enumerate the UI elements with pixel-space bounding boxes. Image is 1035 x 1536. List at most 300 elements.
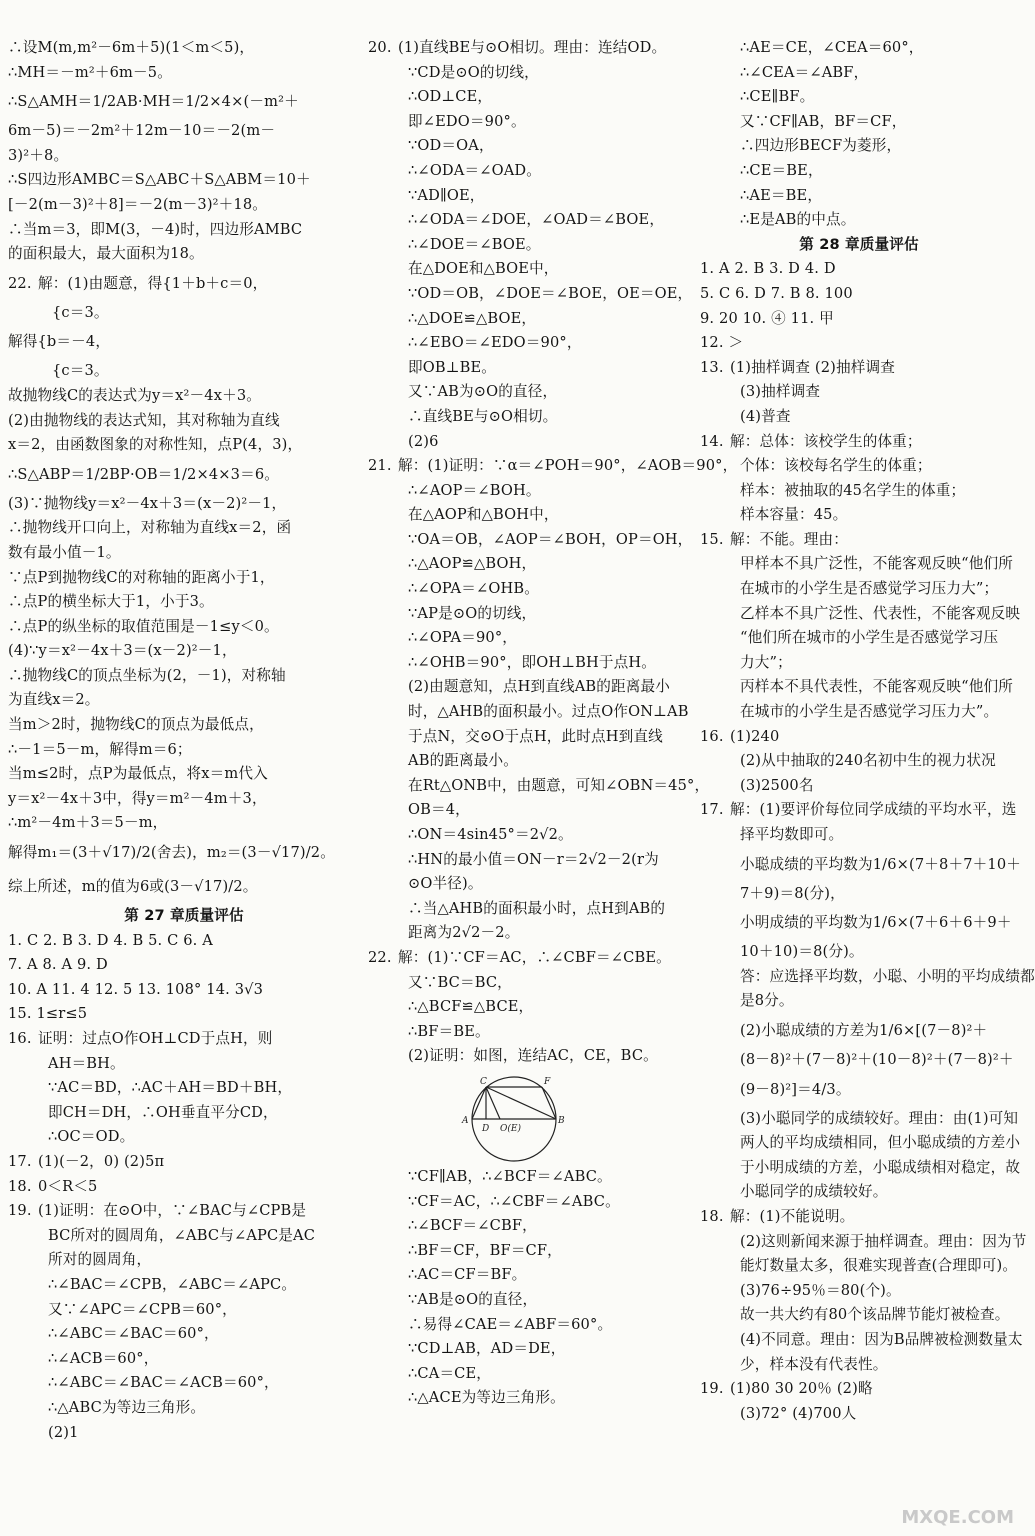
question-number: 22. — [368, 948, 392, 966]
answer-text: 解：(1)要评价每位同学成绩的平均水平，选 — [730, 801, 1017, 819]
answer-line — [700, 1353, 1018, 1378]
answer-line — [700, 282, 1018, 307]
answer-line — [8, 1125, 360, 1150]
answer-text: ∵AD∥OE， — [408, 186, 485, 204]
answer-text: ∴E是AB的中点。 — [740, 211, 856, 229]
answer-text: AH＝BH。 — [48, 1054, 125, 1072]
answer-text: 即∠EDO＝90°。 — [408, 112, 526, 130]
answer-line — [8, 1199, 360, 1224]
answer-line — [368, 971, 690, 996]
answer-text: 故一共大约有80个该品牌节能灯被检查。 — [740, 1306, 1010, 1324]
answer-line — [700, 159, 1018, 184]
answer-text: 力大”； — [740, 653, 792, 671]
answer-line — [8, 1076, 360, 1101]
answer-line — [700, 85, 1018, 110]
answer-line — [368, 995, 690, 1020]
answer-line — [8, 384, 360, 409]
answer-text: ∴∠ODA＝∠DOE，∠OAD＝∠BOE， — [408, 211, 665, 229]
answer-line — [700, 257, 1018, 282]
answer-text: {c＝3。 — [52, 303, 109, 321]
answer-text: ∵AP是⊙O的切线， — [408, 604, 537, 622]
answer-text: 答：应选择平均数，小聪、小明的平均成绩都 — [740, 967, 1035, 985]
answer-line — [368, 651, 690, 676]
answer-line — [8, 218, 360, 243]
answer-line — [368, 946, 690, 971]
answer-text: 第 27 章质量评估 — [124, 907, 244, 925]
answer-line — [700, 380, 1018, 405]
answer-line — [368, 1337, 690, 1362]
answer-line — [700, 1402, 1018, 1427]
label-b: B — [558, 1115, 565, 1126]
answer-line — [8, 1298, 360, 1323]
answer-line — [368, 1386, 690, 1411]
answer-line — [368, 85, 690, 110]
answer-line — [368, 602, 690, 627]
answer-text: ∴∠CEA＝∠ABF， — [740, 63, 869, 81]
answer-text: 两人的平均成绩相同，但小聪成绩的方差小 — [740, 1134, 1021, 1152]
label-f: F — [544, 1076, 551, 1087]
answer-text: 小明成绩的平均数为1/6×(7＋6＋6＋9＋ — [740, 914, 1012, 932]
answer-line — [700, 848, 1022, 882]
answer-line — [368, 208, 690, 233]
answer-line — [700, 503, 1018, 528]
answer-text: (3)72° (4)700人 — [740, 1404, 857, 1422]
answer-line — [8, 61, 360, 86]
answer-line — [8, 615, 360, 640]
answer-line — [700, 798, 1018, 823]
answer-line — [8, 811, 360, 836]
answer-line — [700, 774, 1018, 799]
answer-line — [700, 430, 1018, 455]
question-number: 20. — [368, 39, 392, 56]
answer-text: (2)由抛物线的表达式知，其对称轴为直线 — [8, 411, 280, 429]
answer-text: ∵AB是⊙O的直径， — [408, 1290, 538, 1308]
answer-line — [700, 1254, 1018, 1279]
answer-text: (1)240 — [730, 727, 780, 745]
answer-line — [8, 144, 360, 169]
answer-line — [8, 301, 360, 326]
answer-line — [368, 36, 690, 61]
answer-text: ∴△DOE≌△BOE， — [408, 309, 537, 327]
answer-text: ∵AC＝BD，∴AC＋AH＝BD＋BH， — [48, 1079, 293, 1097]
answer-line — [700, 1014, 1018, 1048]
answer-column-left — [8, 36, 360, 1445]
answer-line — [368, 1239, 690, 1264]
answer-line — [8, 1273, 360, 1298]
answer-text: ∴OD⊥CE， — [408, 88, 493, 106]
answer-line — [8, 836, 360, 870]
answer-line — [700, 134, 1018, 159]
answer-text: ⊙O半径)。 — [408, 875, 483, 893]
answer-text: ∵OD＝OB，∠DOE＝∠BOE，OE＝OE， — [408, 284, 693, 302]
answer-line — [8, 85, 360, 119]
answer-text: ∴∠ACB＝60°， — [48, 1349, 159, 1367]
answer-text: [－2(m－3)²＋8]＝－2(m－3)²＋18。 — [8, 195, 268, 213]
answer-text: (3)∵抛物线y＝x²－4x＋3＝(x－2)²－1， — [8, 494, 287, 512]
answer-line — [368, 1214, 690, 1239]
answer-line — [8, 1101, 360, 1126]
answer-text: (1)(－2，0) (2)5π — [38, 1152, 165, 1170]
label-a: A — [462, 1115, 469, 1126]
answer-text: 证明：过点O作OH⊥CD于点H，则 — [38, 1030, 273, 1047]
answer-line — [8, 409, 360, 434]
answer-text: ∴ON＝4sin45°＝2√2。 — [408, 826, 573, 843]
answer-line — [700, 989, 1018, 1014]
answer-line — [8, 870, 360, 904]
answer-text: y＝x²－4x＋3中，得y＝m²－4m＋3， — [8, 789, 267, 807]
answer-line — [368, 159, 690, 184]
answer-line — [8, 541, 360, 566]
answer-line — [700, 1180, 1018, 1205]
answer-text: ∴AC＝CF＝BF。 — [408, 1266, 527, 1284]
answer-line — [700, 577, 1018, 602]
answer-text: 于小明成绩的方差，小聪成绩相对稳定，故 — [740, 1158, 1021, 1176]
answer-text: ∴△ABC为等边三角形。 — [48, 1398, 206, 1416]
question-number: 14. — [700, 432, 724, 450]
question-number: 18. — [700, 1207, 724, 1225]
answer-line — [700, 749, 1018, 774]
answer-line — [8, 1371, 360, 1396]
answer-line — [700, 651, 1018, 676]
answer-text: ∴设M(m,m²－6m＋5)(1＜m＜5)， — [8, 39, 255, 56]
answer-text: ∵OD＝OA， — [408, 137, 494, 155]
answer-text: (4)普查 — [740, 407, 791, 425]
answer-line — [700, 823, 1018, 848]
answer-text: ∵CD是⊙O的切线， — [408, 63, 539, 81]
answer-text: (3)抽样调查 — [740, 383, 821, 401]
answer-text: 解：(1)由题意，得{1＋b＋c＝0， — [38, 274, 268, 292]
answer-text: 是8分。 — [740, 992, 794, 1010]
answer-text: (2)这则新闻来源于抽样调查。理由：因为节 — [740, 1232, 1027, 1250]
segment-ca — [472, 1087, 486, 1119]
answer-text: ∴S△ABP＝1/2BP·OB＝1/2×4×3＝6。 — [8, 465, 280, 483]
answer-text: ∴BF＝CF，BF＝CF， — [408, 1241, 562, 1259]
answer-column-right — [700, 36, 1035, 1426]
answer-text: ∴∠ODA＝∠OAD。 — [408, 161, 541, 179]
answer-line — [700, 1279, 1018, 1304]
answer-line — [8, 688, 360, 713]
answer-line — [8, 978, 360, 1003]
answer-text: 5. C 6. D 7. B 8. 100 — [700, 284, 853, 302]
answer-line — [8, 664, 360, 689]
answer-text: ∵CF＝AC，∴∠CBF＝∠ABC。 — [408, 1192, 620, 1210]
answer-line — [700, 405, 1018, 430]
answer-text: (1)抽样调查 (2)抽样调查 — [730, 358, 895, 376]
answer-text: 个体：该校每名学生的体重； — [740, 457, 932, 475]
answer-line — [700, 626, 1018, 651]
answer-line — [8, 1052, 360, 1077]
answer-line — [700, 208, 1018, 233]
answer-text: ∴∠OPA＝∠OHB。 — [408, 580, 539, 598]
answer-line — [700, 700, 1018, 725]
answer-line — [700, 110, 1018, 135]
answer-text: 9. 20 10. ④ 11. 甲 — [700, 309, 834, 327]
answer-line — [8, 953, 360, 978]
answer-text: ∴AE＝CE，∠CEA＝60°， — [740, 39, 924, 56]
answer-text: ∴易得∠CAE＝∠ABF＝60°。 — [408, 1315, 613, 1333]
answer-text: (2)从中抽取的240名初中生的视力状况 — [740, 752, 996, 770]
answer-text: 样本容量：45。 — [740, 506, 848, 524]
answer-line — [8, 325, 360, 359]
answer-text: ∴m²－4m＋3＝5－m， — [8, 814, 168, 832]
answer-line — [368, 134, 690, 159]
answer-line — [700, 882, 1018, 907]
answer-text: ∴当m＝3，即M(3，－4)时，四边形AMBC — [8, 220, 303, 238]
answer-text: 择平均数即可。 — [740, 826, 844, 843]
answer-text: ∴－1＝5－m，解得m＝6； — [8, 740, 192, 758]
answer-text: 12. ＞ — [700, 334, 744, 352]
answer-line — [368, 725, 690, 750]
answer-line — [8, 929, 360, 954]
answer-text: 时，△AHB的面积最小。过点O作ON⊥AB — [408, 703, 689, 721]
answer-text: 1. A 2. B 3. D 4. D — [700, 260, 836, 278]
answer-line — [700, 725, 1018, 750]
answer-text: 丙样本不具代表性，不能客观反映“他们所 — [740, 678, 1013, 696]
answer-text: ∵OA＝OB，∠AOP＝∠BOH，OP＝OH， — [408, 530, 693, 548]
answer-line — [700, 1131, 1021, 1156]
answer-line — [368, 454, 738, 479]
answer-text: ∴S四边形AMBC＝S△ABC＋S△ABM＝10＋ — [8, 171, 311, 189]
answer-text: ∴∠ABC＝∠BAC＝60°， — [48, 1325, 219, 1343]
answer-text: 即OB⊥BE。 — [408, 358, 497, 376]
answer-line — [8, 1396, 360, 1421]
answer-text: 故抛物线C的表达式为y＝x²－4x＋3。 — [8, 386, 262, 404]
answer-line — [368, 774, 710, 799]
answer-text: 在△DOE和△BOE中， — [408, 260, 559, 278]
answer-line — [8, 359, 360, 384]
answer-text: ∴∠BCF＝∠CBF， — [408, 1217, 537, 1235]
answer-text: 样本：被抽取的45名学生的体重； — [740, 481, 966, 499]
answer-line — [368, 921, 690, 946]
answer-text: 数有最小值－1。 — [8, 543, 121, 561]
answer-line — [368, 61, 690, 86]
answer-line — [8, 458, 360, 492]
answer-text: ∴当△AHB的面积最小时，点H到AB的 — [408, 899, 666, 917]
answer-text: 解得{b＝－4， — [8, 333, 111, 351]
answer-line — [700, 454, 1018, 479]
answer-line — [368, 1313, 690, 1338]
answer-line — [8, 738, 360, 763]
answer-line — [368, 700, 690, 725]
answer-text: 6m－5)＝－2m²＋12m－10＝－2(m－ — [8, 122, 276, 140]
answer-text: {c＝3。 — [52, 362, 109, 380]
answer-text: ∴∠EBO＝∠EDO＝90°， — [408, 334, 582, 352]
answer-text: ∴OC＝OD。 — [48, 1128, 135, 1146]
question-number: 15. — [700, 530, 724, 548]
answer-line — [8, 639, 360, 664]
answer-text: 所对的圆周角， — [48, 1251, 152, 1269]
answer-text: (8－8)²＋(7－8)²＋(10－8)²＋(7－8)²＋ — [740, 1050, 1014, 1068]
answer-text: 的面积最大，最大面积为18。 — [8, 245, 204, 263]
answer-text: ∴抛物线C的顶点坐标为(2，－1)，对称轴 — [8, 666, 286, 684]
answer-line — [700, 1048, 1018, 1073]
answer-line — [700, 1328, 1023, 1353]
answer-text: 又∵AB为⊙O的直径， — [408, 383, 558, 401]
label-c: C — [480, 1076, 487, 1087]
answer-line — [368, 282, 693, 307]
answer-text: ∵CF∥AB，∴∠BCF＝∠ABC。 — [408, 1167, 612, 1185]
answer-text: ∴∠ABC＝∠BAC＝∠ACB＝60°， — [48, 1374, 279, 1392]
answer-line — [368, 430, 690, 455]
answer-line — [368, 356, 690, 381]
answer-text: 0＜R＜5 — [38, 1177, 98, 1195]
answer-text: ∴∠AOP＝∠BOH。 — [408, 481, 541, 499]
answer-line — [8, 1421, 360, 1446]
answer-line — [700, 675, 1018, 700]
answer-line — [700, 331, 1018, 356]
answer-line — [700, 552, 1018, 577]
answer-text: ∴∠OPA＝90°， — [408, 629, 518, 647]
question-number: 18. — [8, 1177, 32, 1195]
answer-text: (1)直线BE与⊙O相切。理由：连结OD。 — [398, 39, 667, 56]
answer-text: ∴△ACE为等边三角形。 — [408, 1389, 565, 1407]
answer-text: ∴CE∥BF。 — [740, 88, 815, 106]
answer-text: ∴S△AMH＝1/2AB·MH＝1/2×4×(－m²＋ — [8, 93, 299, 111]
answer-text: ∴AE＝BE， — [740, 186, 823, 204]
answer-text: 为直线x＝2。 — [8, 691, 100, 709]
answer-text: 当m＞2时，抛物线C的顶点为最低点， — [8, 716, 264, 734]
answer-line — [8, 566, 360, 591]
answer-line — [368, 749, 690, 774]
question-number: 19. — [8, 1202, 32, 1220]
answer-text: 7. A 8. A 9. D — [8, 956, 108, 974]
answer-text: ∴抛物线开口向上，对称轴为直线x＝2，函 — [8, 519, 292, 537]
answer-line — [700, 602, 1021, 627]
answer-text: 10＋10)＝8(分)。 — [740, 943, 864, 961]
chapter-heading — [700, 233, 1018, 258]
answer-text: ∴四边形BECF为菱形， — [740, 137, 902, 155]
answer-line — [700, 1107, 1018, 1132]
answer-text: 在城市的小学生是否感觉学习压力大”； — [740, 580, 999, 598]
answer-text: (1)证明：在⊙O中，∵∠BAC与∠CPB是 — [38, 1202, 307, 1220]
answer-line — [700, 1205, 1018, 1230]
answer-line — [700, 307, 1018, 332]
answer-line — [8, 193, 360, 218]
answer-line — [368, 626, 690, 651]
question-number: 17. — [8, 1152, 32, 1170]
answer-text: ∴∠BAC＝∠CPB，∠ABC＝∠APC。 — [48, 1275, 297, 1293]
answer-line — [700, 528, 1018, 553]
answer-line — [8, 168, 360, 193]
answer-line — [700, 1303, 1018, 1328]
answer-line — [368, 307, 690, 332]
answer-line — [368, 257, 690, 282]
answer-text: ∴CE＝BE， — [740, 161, 823, 179]
answer-line — [8, 1027, 360, 1052]
answer-line — [8, 1150, 360, 1175]
answer-text: ∴△AOP≌△BOH， — [408, 555, 537, 573]
answer-line — [8, 1347, 360, 1372]
answer-line — [700, 1230, 1027, 1255]
answer-text: ∴CA＝CE， — [408, 1364, 492, 1382]
question-number: 21. — [368, 457, 392, 475]
question-number: 16. — [700, 727, 724, 745]
answer-text: ∴点P的横坐标大于1，小于3。 — [8, 593, 214, 611]
answer-line — [8, 787, 360, 812]
answer-text: “他们所在城市的小学生是否感觉学习压 — [740, 629, 999, 647]
answer-text: 于点N，交⊙O于点H，此时点H到直线 — [408, 727, 663, 745]
answer-text: 又∵BC＝BC， — [408, 973, 512, 991]
answer-text: 又∵CF∥AB，BF＝CF， — [740, 112, 907, 130]
answer-text: 即CH＝DH，∴OH垂直平分CD， — [48, 1103, 278, 1121]
answer-text: (9－8)²]＝4/3。 — [740, 1080, 851, 1098]
answer-text: 又∵∠APC＝∠CPB＝60°， — [48, 1300, 237, 1318]
answer-line — [368, 184, 690, 209]
answer-text: 解：(1)∵CF＝AC，∴∠CBF＝∠CBE。 — [398, 948, 671, 966]
label-o-e: O(E) — [500, 1123, 521, 1134]
answer-text: OB＝4， — [408, 801, 470, 819]
question-number: 13. — [700, 358, 724, 376]
answer-text: (2)小聪成绩的方差为1/6×[(7－8)²＋ — [740, 1021, 988, 1039]
figure-container — [368, 1069, 690, 1165]
answer-line — [700, 61, 1018, 86]
answer-line — [700, 356, 1018, 381]
answer-line — [368, 479, 690, 504]
answer-line — [368, 1020, 690, 1045]
answer-text: (1)80 30 20％ (2)略 — [730, 1380, 873, 1398]
answer-line — [368, 577, 690, 602]
answer-text: ∵点P到抛物线C的对称轴的距离小于1， — [8, 568, 275, 586]
answer-line — [368, 380, 690, 405]
answer-line — [368, 1288, 690, 1313]
answer-line — [8, 433, 360, 458]
answer-line — [8, 590, 360, 615]
answer-line — [700, 1073, 1018, 1107]
answer-line — [368, 331, 690, 356]
answer-line — [368, 503, 690, 528]
answer-text: 距离为2√2－2。 — [408, 924, 520, 942]
chapter-heading — [8, 904, 360, 929]
answer-line — [8, 1248, 360, 1273]
answer-text: ∴HN的最小值＝ON－r＝2√2－2(r为 — [408, 850, 659, 868]
answer-text: (2)1 — [48, 1423, 79, 1441]
answer-line — [368, 848, 690, 873]
answer-text: ∴△BCF≌△BCE， — [408, 998, 534, 1016]
answer-text: 10. A 11. 4 12. 5 13. 108° 14. 3√3 — [8, 980, 264, 998]
answer-text: 在Rt△ONB中，由题意，可知∠OBN＝45°， — [408, 776, 710, 794]
answer-text: (3)小聪同学的成绩较好。理由：由(1)可知 — [740, 1109, 1019, 1127]
answer-line — [368, 1044, 690, 1069]
question-number: 16. — [8, 1030, 32, 1047]
answer-line — [700, 184, 1018, 209]
circle-geometry-figure — [454, 1071, 574, 1163]
answer-line — [368, 872, 690, 897]
answer-text: AB的距离最小。 — [408, 752, 519, 770]
answer-text: 解：总体：该校学生的体重； — [730, 432, 922, 450]
answer-text: (3)76÷95％＝80(个)。 — [740, 1281, 901, 1299]
answer-text: x＝2，由函数图象的对称性知，点P(4，3)， — [8, 436, 303, 454]
answer-line — [368, 897, 690, 922]
answer-line — [8, 36, 360, 61]
answer-text: 解：(1)证明：∵α＝∠POH＝90°，∠AOB＝90°， — [398, 457, 738, 475]
answer-line — [8, 267, 360, 301]
answer-text: 第 28 章质量评估 — [799, 235, 919, 253]
answer-line — [700, 1377, 1018, 1402]
answer-text: ∵CD⊥AB，AD＝DE， — [408, 1340, 566, 1358]
answer-text: 能灯数量太多，很难实现普查(合理即可)。 — [740, 1257, 1018, 1275]
answer-line — [700, 1156, 1021, 1181]
answer-text: (2)6 — [408, 432, 439, 450]
answer-line — [700, 36, 1018, 61]
question-number: 17. — [700, 801, 724, 819]
answer-text: 解得m₁＝(3＋√17)/2(舍去)，m₂＝(3－√17)/2。 — [8, 844, 335, 862]
answer-text: ∴∠DOE＝∠BOE。 — [408, 235, 541, 253]
answer-line — [368, 675, 690, 700]
answer-line — [8, 1002, 360, 1027]
answer-text: 解：(1)不能说明。 — [730, 1207, 855, 1225]
answer-text: 在△AOP和△BOH中， — [408, 506, 559, 524]
answer-text: ∴∠OHB＝90°，即OH⊥BH于点H。 — [408, 653, 656, 671]
